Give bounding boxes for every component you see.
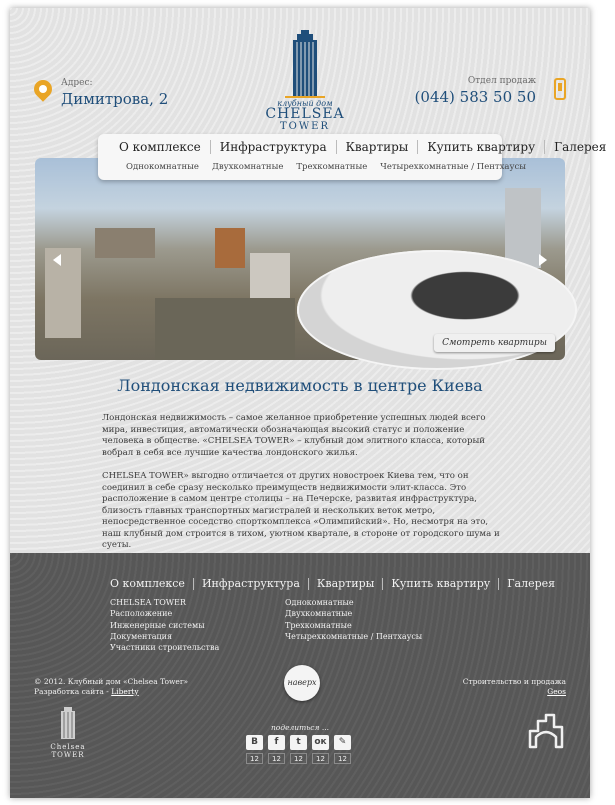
share-count: 12 (268, 753, 285, 764)
mobile-phone-icon (554, 78, 566, 100)
odnoklassniki-icon[interactable]: ок (312, 735, 329, 750)
address-label: Адрес: (61, 78, 93, 88)
page-title: Лондонская недвижимость в центре Киева (117, 376, 483, 395)
social-share-twitter (290, 735, 307, 764)
phone-label: Отдел продаж (467, 76, 536, 86)
facebook-icon[interactable]: f (268, 735, 285, 750)
logo-subtitle: клубный дом (277, 99, 333, 108)
address-value: Димитрова, 2 (61, 90, 169, 108)
social-share-facebook (268, 735, 285, 764)
hero-ground (155, 298, 295, 360)
intro-paragraph: Лондонская недвижимость – самое желанное приобретение успешных людей всего мира, инвестиция, автоматически обозначающая высокий статус и положение человека в обществе. «CHELSEA TOWER» – клубный дом элитного класса, который вобрал в себя все лучшие качества лондонского жилья. (102, 413, 486, 458)
hero-slider (35, 158, 565, 360)
nav-sub-four-room-penthouse[interactable]: Четырехкомнатные / Пентхаусы (380, 162, 526, 172)
tower-logo-icon (57, 705, 79, 739)
page-frame (10, 8, 607, 798)
social-share-livejournal (334, 735, 351, 764)
footer-nav-infrastructure[interactable]: Инфраструктура (194, 578, 309, 590)
nav-item-about[interactable]: О комплексе (110, 140, 211, 154)
social-share-vk (246, 735, 263, 764)
share-count: 12 (312, 753, 329, 764)
footer-logo-tower: TOWER (51, 751, 85, 759)
footer-nav-gallery[interactable]: Галерея (507, 577, 556, 590)
arrow-left-icon[interactable] (53, 254, 61, 266)
footer-link-four-room[interactable]: Четырехкомнатные / Пентхаусы (285, 631, 423, 641)
builder-block (463, 677, 566, 696)
hero-building (95, 228, 155, 258)
vk-icon[interactable]: В (246, 735, 263, 750)
footer (10, 553, 590, 798)
footer-link-engineering[interactable]: Инженерные системы (110, 620, 205, 630)
footer-link-one-room[interactable]: Однокомнатные (285, 598, 354, 607)
phone-number[interactable]: (044) 583 50 50 (414, 88, 536, 106)
footer-apartment-links (285, 597, 422, 642)
footer-nav-about[interactable]: О комплексе (102, 578, 194, 590)
developer-prefix: Разработка сайта - (34, 686, 112, 696)
logo-tower: TOWER (280, 121, 330, 132)
nav-item-buy[interactable]: Купить квартиру (418, 140, 545, 154)
scroll-top-button[interactable]: наверх (284, 665, 320, 701)
developer-link[interactable]: Liberty (111, 686, 139, 696)
social-share-buttons (246, 735, 351, 764)
hero-stadium (297, 250, 577, 370)
builder-label: Строительство и продажа (462, 677, 566, 686)
hero-building (505, 188, 541, 268)
arrow-right-icon[interactable] (539, 254, 547, 266)
hero-building (215, 228, 245, 268)
share-label: поделиться ... (270, 723, 330, 732)
tower-logo-icon (285, 30, 325, 98)
hero-building (45, 248, 81, 338)
nav-item-apartments[interactable]: Квартиры (337, 140, 419, 154)
nav-main-menu (110, 140, 615, 154)
footer-link-two-room[interactable]: Двухкомнатные (285, 609, 353, 619)
share-count: 12 (334, 753, 351, 764)
footer-link-chelsea-tower[interactable]: CHELSEA TOWER (110, 598, 186, 607)
footer-nav-buy[interactable]: Купить квартиру (383, 578, 499, 590)
footer-logo-name: Chelsea (50, 743, 86, 751)
main-navigation (98, 134, 607, 180)
nav-sub-three-room[interactable]: Трехкомнатные (296, 162, 368, 172)
livejournal-icon[interactable]: ✎ (334, 735, 351, 750)
footer-link-documents[interactable]: Документация (110, 631, 173, 641)
footer-about-links (110, 597, 219, 653)
geos-logo-icon[interactable] (526, 713, 566, 753)
nav-submenu (126, 162, 526, 172)
footer-link-three-room[interactable]: Трехкомнатные (285, 620, 352, 630)
footer-link-participants[interactable]: Участники строительства (110, 643, 220, 653)
logo-name: CHELSEA (265, 106, 345, 122)
site-logo[interactable] (250, 30, 360, 130)
nav-sub-one-room[interactable]: Однокомнатные (126, 162, 199, 172)
share-count: 12 (290, 753, 307, 764)
nav-item-infrastructure[interactable]: Инфраструктура (211, 140, 337, 154)
copyright-text: © 2012. Клубный дом «Chelsea Tower» (34, 677, 189, 686)
footer-link-location[interactable]: Расположение (110, 609, 173, 619)
copyright-block (34, 677, 188, 696)
footer-logo[interactable] (38, 705, 98, 759)
social-share-odnoklassniki (312, 735, 329, 764)
nav-item-gallery[interactable]: Галерея (554, 140, 607, 154)
location-pin-icon (30, 76, 55, 101)
footer-nav-apartments[interactable]: Квартиры (309, 578, 384, 590)
footer-navigation (102, 578, 563, 590)
twitter-icon[interactable]: t (290, 735, 307, 750)
builder-link[interactable]: Geos (547, 686, 566, 696)
share-count: 12 (246, 753, 263, 764)
nav-sub-two-room[interactable]: Двухкомнатные (211, 162, 284, 172)
view-apartments-button[interactable]: Смотреть квартиры (434, 334, 555, 352)
advantages-paragraph: CHELSEA TOWER» выгодно отличается от других новостроек Киева тем, что он соединил в себе сразу несколько преимуществ недвижимости элит-класса. Это расположение в самом центре столицы – на Печерске, развитая инфраструктура, близость главных транспортных магистралей и нескольких веток метро, непосредственное соседство спорткомплекса «Олимпийский». Но, несмотря на это, наш клубный дом строится в тихом, уютном квартале, в стороне от городского шума и суеты. (102, 471, 500, 550)
